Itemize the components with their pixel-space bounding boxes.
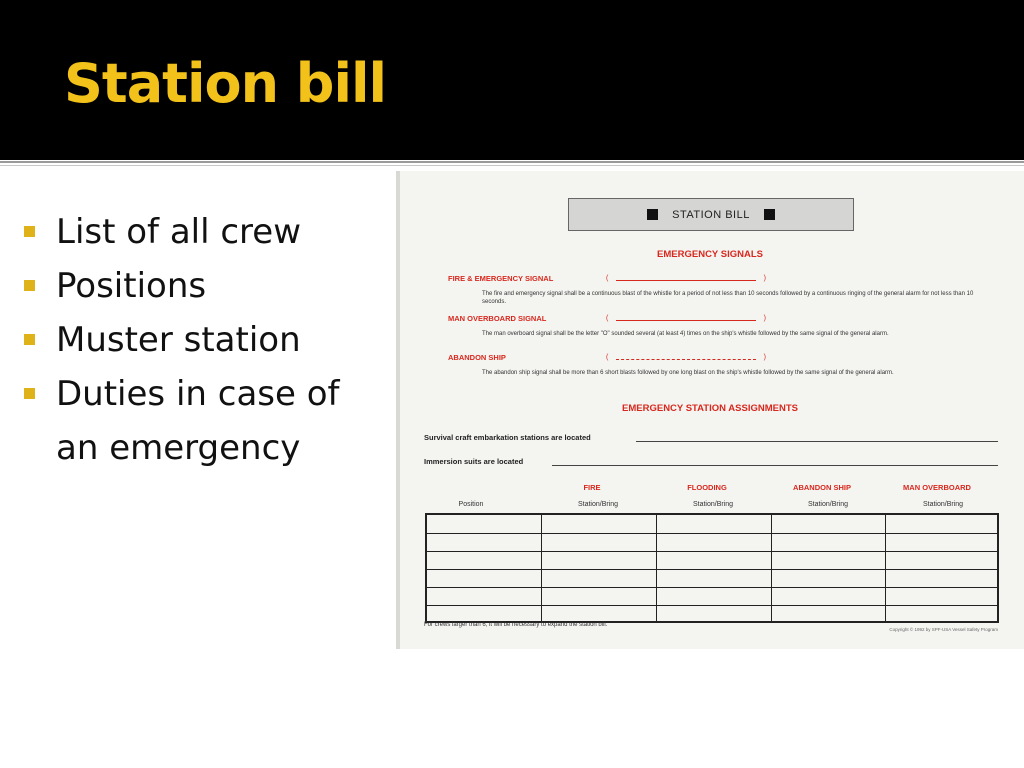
signal-description-fire: The fire and emergency signal shall be a continuous blast of the whistle for a period of not less than 10 seconds followed by a continuous ringing of the general alarm for not less than 10 seconds. — [482, 291, 974, 305]
bullet-text: List of all crew — [56, 212, 302, 252]
embarkation-field-line — [636, 441, 998, 442]
signal-pattern-man-overboard: ( ) — [606, 315, 766, 322]
bullet-marker-icon — [24, 280, 35, 291]
station-bill-label: STATION BILL — [672, 208, 750, 221]
signal-pattern-fire: ( ) — [606, 275, 766, 282]
assignments-heading: EMERGENCY STATION ASSIGNMENTS — [622, 403, 798, 414]
station-bill-image — [396, 171, 1024, 649]
bullet-marker-icon — [24, 388, 35, 399]
signal-description-abandon-ship: The abandon ship signal shall be more than 6 short blasts followed by one long blast on the ship's whistle followed by the same signal of the general alarm. — [482, 370, 894, 376]
station-bill-header — [568, 198, 854, 231]
slide-title: Station bill — [64, 52, 386, 115]
title-bar — [0, 0, 1024, 160]
signal-label-fire: FIRE & EMERGENCY SIGNAL — [448, 274, 554, 283]
embarkation-field-label: Survival craft embarkation stations are located — [424, 433, 591, 442]
bullet-text: Muster station — [56, 320, 301, 360]
black-square-icon — [764, 209, 775, 220]
column-sub-abandon-ship: Station/Bring — [807, 501, 849, 508]
column-sub-position: Position — [458, 501, 484, 508]
column-head-man-overboard: MAN OVERBOARD — [903, 483, 971, 492]
bullet-text: Positions — [56, 266, 207, 306]
table-row-divider — [427, 533, 997, 534]
column-head-abandon-ship: ABANDON SHIP — [793, 483, 851, 492]
bullet-marker-icon — [24, 226, 35, 237]
table-footnote: For crews larger than 6, it will be necessary to expand the station bill. — [424, 622, 608, 628]
column-sub-man-overboard: Station/Bring — [922, 501, 964, 508]
bullet-text: Duties in case of an emergency — [56, 374, 340, 468]
immersion-suits-field-line — [552, 465, 998, 466]
bullet-marker-icon — [24, 334, 35, 345]
signal-label-man-overboard: MAN OVERBOARD SIGNAL — [448, 314, 547, 323]
title-divider-thin — [0, 165, 1024, 166]
copyright-note: Copyright © 1992 by SPF-USA Vessel Safety Program — [889, 627, 998, 632]
table-row-divider — [427, 551, 997, 552]
bullet-item — [20, 367, 380, 475]
column-head-fire: FIRE — [583, 483, 601, 492]
signal-pattern-abandon-ship: ( ) — [606, 354, 766, 361]
bullet-list — [20, 205, 380, 475]
table-row-divider — [427, 587, 997, 588]
column-head-flooding: FLOODING — [687, 483, 727, 492]
bullet-item — [20, 259, 380, 313]
assignment-table — [425, 513, 999, 623]
signal-description-man-overboard: The man overboard signal shall be the letter "O" sounded several (at least 4) times on the ship's whistle followed by the same signal of the general alarm. — [482, 331, 889, 337]
bullet-item — [20, 205, 380, 259]
table-row-divider — [427, 605, 997, 606]
title-divider — [0, 161, 1024, 163]
bullet-item — [20, 313, 380, 367]
emergency-signals-heading: EMERGENCY SIGNALS — [657, 249, 763, 260]
immersion-suits-field-label: Immersion suits are located — [424, 457, 524, 466]
column-sub-flooding: Station/Bring — [692, 501, 734, 508]
signal-label-abandon-ship: ABANDON SHIP — [448, 353, 506, 362]
table-row-divider — [427, 569, 997, 570]
black-square-icon — [647, 209, 658, 220]
column-sub-fire: Station/Bring — [577, 501, 619, 508]
